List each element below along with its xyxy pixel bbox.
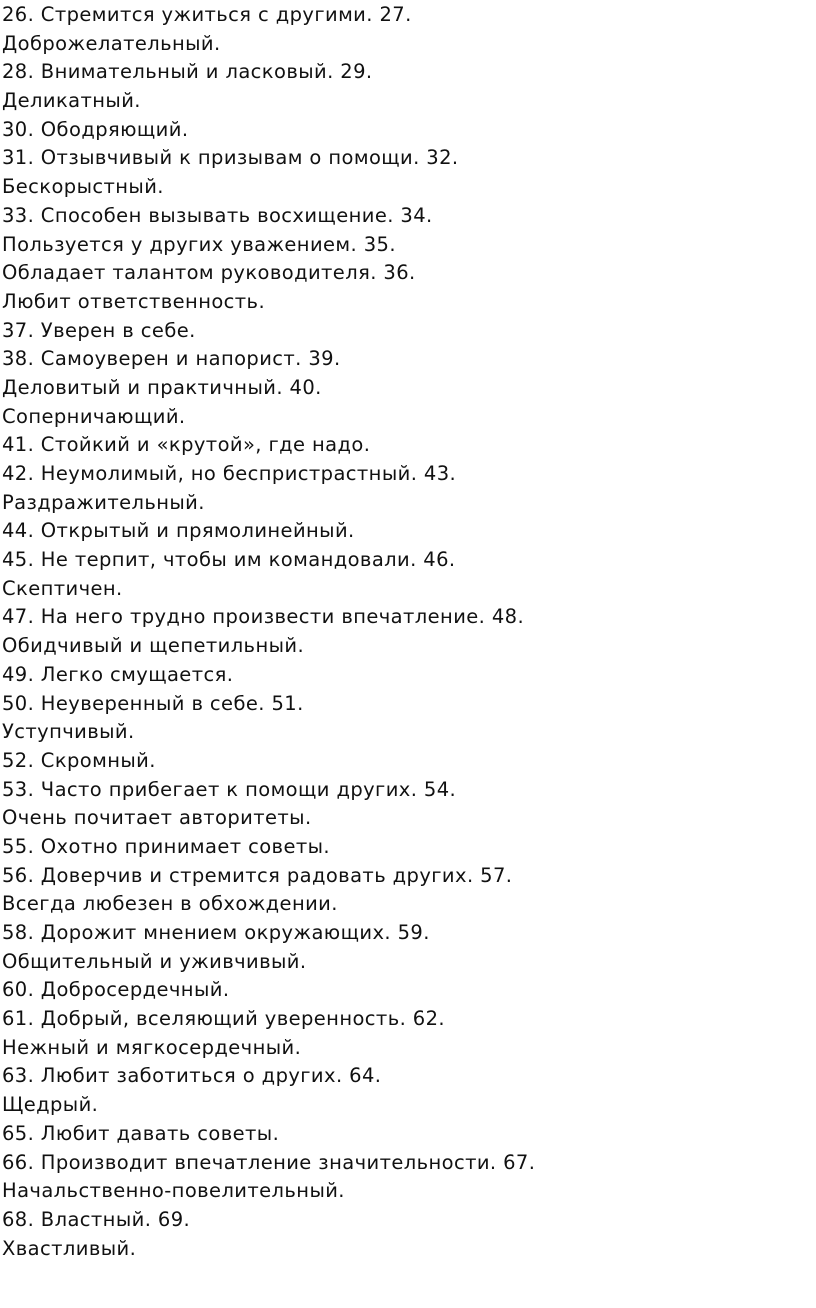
text-line: 31. Отзывчивый к призывам о помощи. 32. (2, 146, 459, 170)
text-line: 52. Скромный. (2, 748, 156, 772)
document-body (2, 0, 812, 1263)
text-line: 26. Стремится ужиться с другими. 27. (2, 3, 412, 26)
text-line: 61. Добрый, вселяющий уверенность. 62. (2, 1007, 445, 1031)
text-line: Соперничающий. (2, 404, 186, 428)
text-line: 68. Властный. 69. (2, 1207, 191, 1231)
text-line: 56. Доверчив и стремится радовать других. 57. (2, 863, 513, 887)
text-line: 65. Любит давать советы. (2, 1121, 280, 1145)
text-line: Уступчивый. (2, 720, 135, 744)
text-line: 44. Открытый и прямолинейный. (2, 519, 355, 543)
text-line: 53. Часто прибегает к помощи других. 54. (2, 777, 457, 801)
text-line: 30. Ободряющий. (2, 117, 189, 141)
text-line: Щедрый. (2, 1093, 99, 1117)
text-line: 58. Дорожит мнением окружающих. 59. (2, 921, 430, 944)
text-line: Доброжелательный. (2, 31, 221, 55)
text-line: Деловитый и практичный. 40. (2, 375, 322, 399)
text-line: 37. Уверен в себе. (2, 318, 196, 342)
text-line: Раздражительный. (2, 490, 205, 514)
text-line: Любит ответственность. (2, 289, 266, 313)
text-line: 38. Самоуверен и напорист. 39. (2, 347, 341, 371)
text-line: 33. Способен вызывать восхищение. 34. (2, 203, 433, 227)
text-line: Бескорыстный. (2, 175, 164, 199)
text-line: 41. Стойкий и «крутой», где надо. (2, 433, 371, 457)
text-line: 28. Внимательный и ласковый. 29. (2, 60, 373, 84)
text-line: Общительный и уживчивый. (2, 949, 307, 973)
text-line: Обладает талантом руководителя. 36. (2, 261, 416, 285)
text-line: Начальственно-повелительный. (2, 1179, 345, 1203)
text-line: 55. Охотно принимает советы. (2, 834, 330, 858)
text-line: Очень почитает авторитеты. (2, 806, 312, 830)
text-line: Пользуется у других уважением. 35. (2, 232, 396, 256)
text-line: 47. На него трудно произвести впечатление. 48. (2, 605, 525, 629)
text-line: 50. Неуверенный в себе. 51. (2, 691, 304, 715)
text-line: Нежный и мягкосердечный. (2, 1035, 302, 1059)
text-line: Хвастливый. (2, 1236, 137, 1260)
text-line: 45. Не терпит, чтобы им командовали. 46. (2, 548, 456, 572)
text-line: Всегда любезен в обхождении. (2, 892, 338, 916)
text-line: Скептичен. (2, 576, 123, 600)
text-line: 49. Легко смущается. (2, 662, 234, 686)
text-line: 63. Любит заботиться о других. 64. (2, 1064, 382, 1088)
text-line: Обидчивый и щепетильный. (2, 634, 305, 658)
text-line: 42. Неумолимый, но беспристрастный. 43. (2, 462, 457, 485)
text-line: 60. Добросердечный. (2, 978, 230, 1002)
text-line: Деликатный. (2, 89, 141, 113)
text-line: 66. Производит впечатление значительности. 67. (2, 1150, 536, 1174)
